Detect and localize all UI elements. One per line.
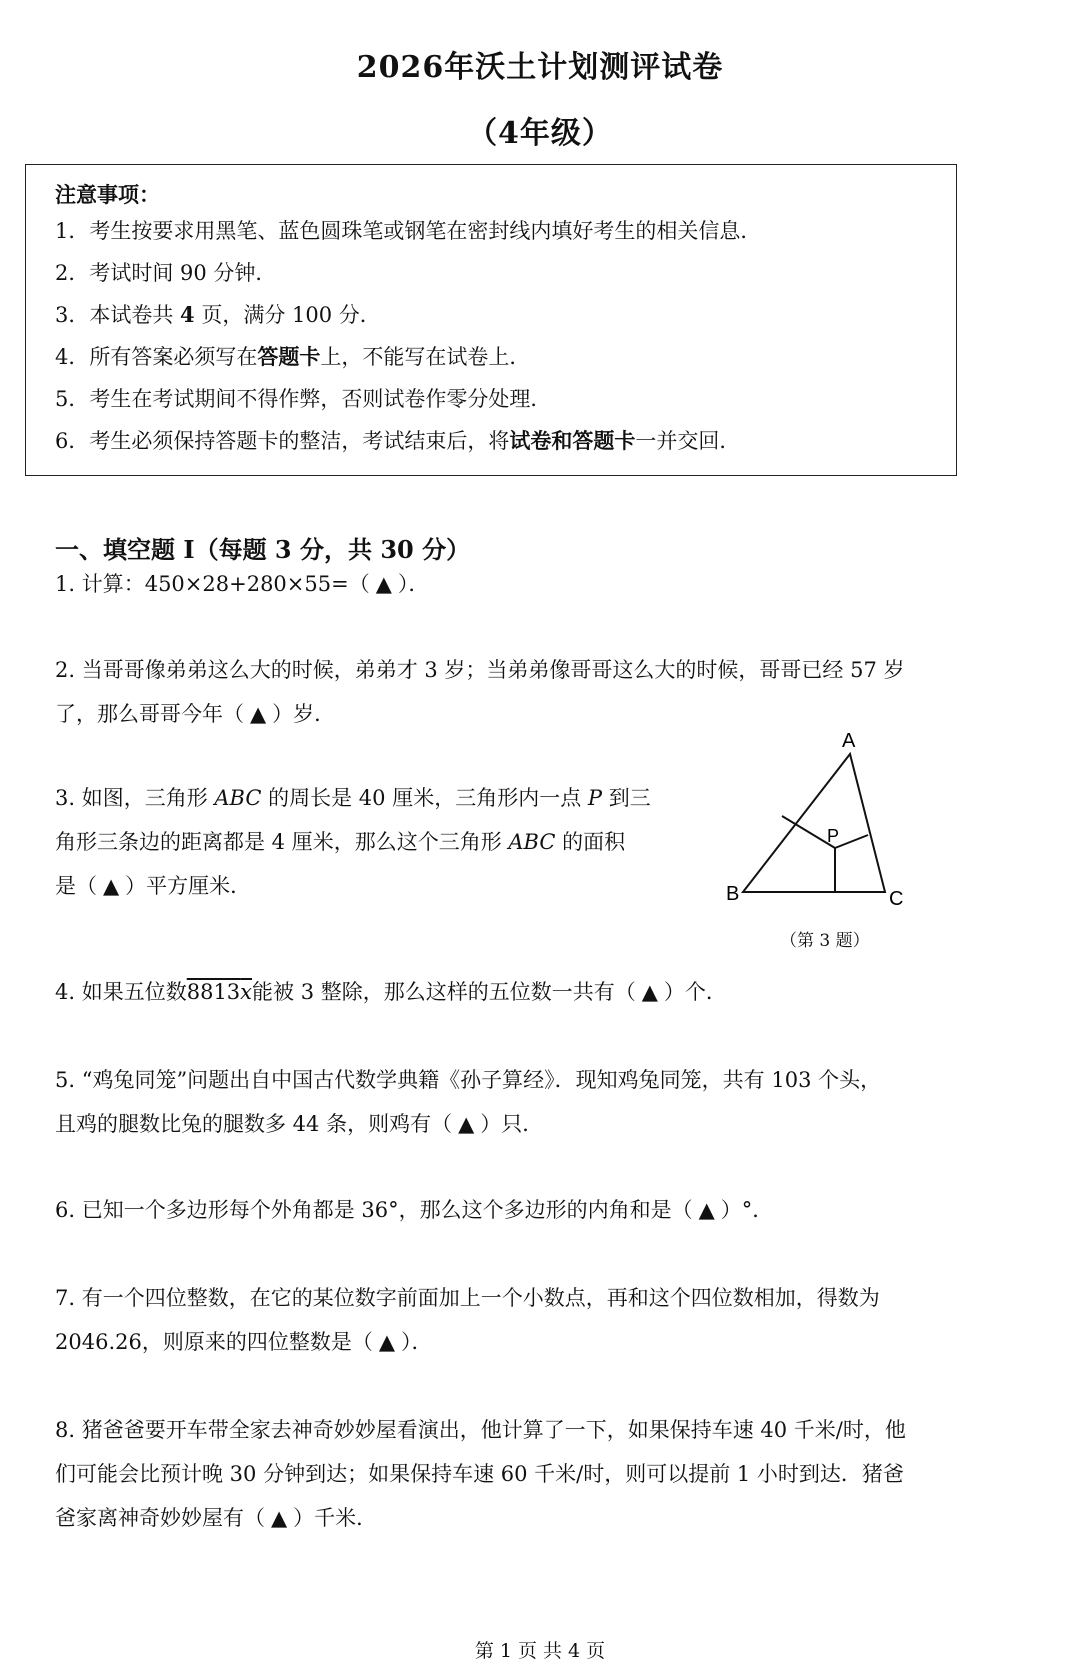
grade-label: （4年级）	[467, 116, 613, 151]
answer-blank: ▲	[250, 702, 267, 726]
question-1: 1. 计算：450×28+280×55=（ ▲ ）．	[55, 562, 429, 606]
question-6: 6. 已知一个多边形每个外角都是 36°，那么这个多边形的内角和是（ ▲ ）°．	[55, 1188, 773, 1232]
question-4: 4. 如果五位数8813x能被 3 整除，那么这样的五位数一共有（ ▲ ）个．	[55, 970, 727, 1014]
question-3: 3. 如图，三角形 ABC 的周长是 40 厘米，三角形内一点 P 到三 角形三条边的距离都是 4 厘米，那么这个三角形 ABC 的面积 是（ ▲ ）平方厘米．	[55, 776, 651, 908]
answer-blank: ▲	[378, 1330, 395, 1354]
question-7: 7. 有一个四位整数，在它的某位数字前面加上一个小数点，再和这个四位数相加，得数为 2046.26，则原来的四位整数是（ ▲ ）．	[55, 1276, 880, 1364]
question-5: 5. “鸡兔同笼”问题出自中国古代数学典籍《孙子算经》．现知鸡兔同笼，共有 103 个头， 且鸡的腿数比兔的腿数多 44 条，则鸡有（ ▲ ）只．	[55, 1058, 881, 1146]
vertex-label-b: B	[726, 883, 740, 905]
page-footer: 第 1 页 共 4 页	[474, 1640, 606, 1662]
triangle-figure	[726, 722, 950, 952]
vertex-label-a: A	[842, 730, 856, 752]
answer-blank: ▲	[698, 1198, 715, 1222]
answer-blank: ▲	[271, 1506, 288, 1530]
question-8: 8. 猪爸爸要开车带全家去神奇妙妙屋看演出，他计算了一下，如果保持车速 40 千米/时，他 们可能会比预计晚 30 分钟到达；如果保持车速 60 千米/时，则可以提前 1 小时到达．猪爸 爸家离神奇妙妙屋有（ ▲ ）千米．	[55, 1408, 906, 1540]
exam-title: 2026年沃土计划测评试卷	[356, 50, 724, 85]
point-label-p: P	[827, 826, 840, 846]
notice-item-6: 6．考生必须保持答题卡的整洁，考试结束后，将试卷和答题卡一并交回．	[55, 428, 741, 453]
notice-heading: 注意事项：	[55, 182, 160, 207]
question-2: 2. 当哥哥像弟弟这么大的时候，弟弟才 3 岁；当弟弟像哥哥这么大的时候，哥哥已经 57 岁 了，那么哥哥今年（ ▲ ）岁．	[55, 648, 905, 736]
notice-item-5: 5．考生在考试期间不得作弊，否则试卷作零分处理．	[55, 387, 552, 411]
notice-box	[25, 164, 957, 476]
answer-blank: ▲	[641, 980, 658, 1004]
figure-caption: （第 3 题）	[780, 931, 870, 951]
triangle-abc	[743, 754, 885, 892]
notice-item-2: 2．考试时间 90 分钟．	[55, 261, 277, 285]
notice-item-4: 4．所有答案必须写在答题卡上，不能写在试卷上．	[55, 344, 531, 369]
answer-blank: ▲	[458, 1112, 475, 1136]
perpendicular-to-ac	[835, 835, 868, 848]
section-heading: 一、填空题 I（每题 3 分，共 30 分）	[55, 535, 471, 564]
notice-item-3: 3．本试卷共 4 页，满分 100 分．	[55, 302, 381, 327]
answer-blank: ▲	[103, 874, 120, 898]
vertex-label-c: C	[889, 888, 904, 910]
answer-blank: ▲	[375, 572, 392, 596]
notice-item-1: 1．考生按要求用黑笔、蓝色圆珠笔或钢笔在密封线内填好考生的相关信息．	[55, 219, 762, 243]
